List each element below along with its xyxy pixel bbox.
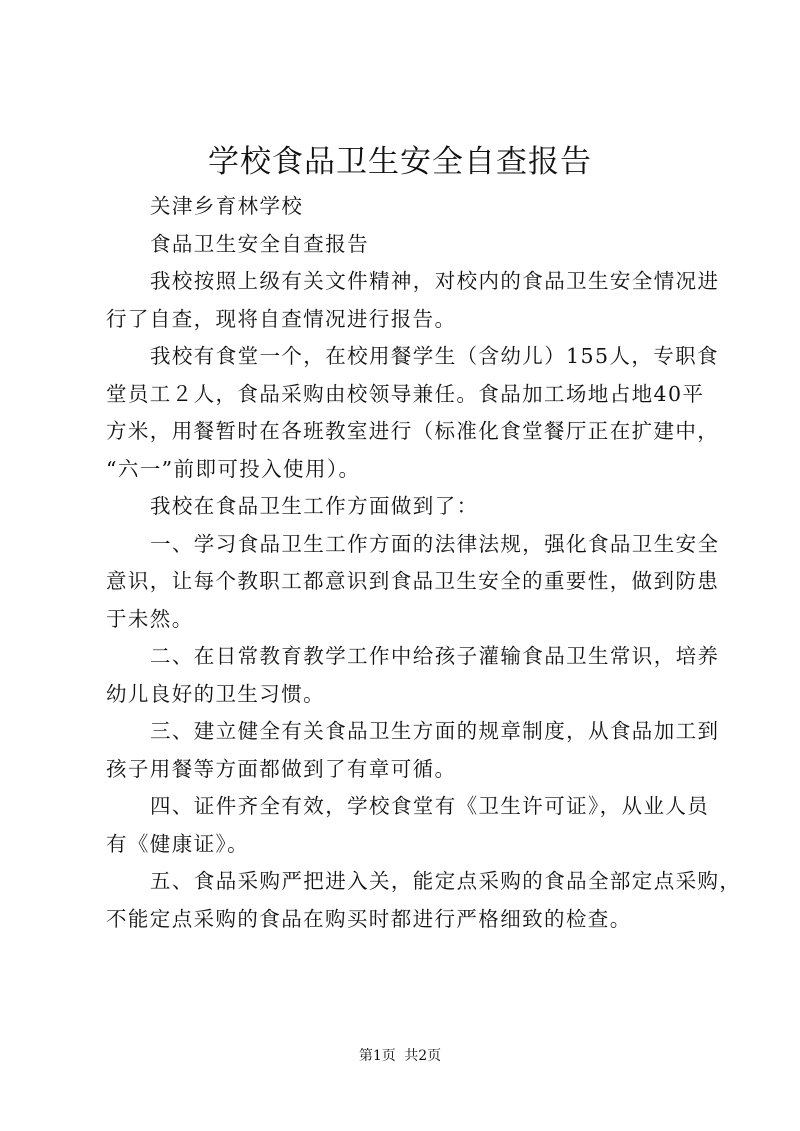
document-body [106, 188, 742, 938]
page-total: 共2页 [404, 1048, 442, 1064]
text-line: 孩子用餐等方面都做到了有章可循。 [106, 756, 457, 781]
text-line: 我校有食堂一个，在校用餐学生（含幼儿）155人，专职食 [150, 344, 719, 368]
text-line: 行了自查，现将自查情况进行报告。 [106, 306, 457, 331]
text-line: 堂员工２人，食品采购由校领导兼任。食品加工场地占地40平 [106, 381, 705, 406]
text-line: 不能定点采购的食品在购买时都进行严格细致的检查。 [106, 906, 632, 931]
text-line: 二、在日常教育教学工作中给孩子灌输食品卫生常识，培养 [150, 644, 720, 668]
text-line: 我校按照上级有关文件精神，对校内的食品卫生安全情况进 [150, 269, 720, 293]
text-line: 于未然。 [106, 606, 194, 631]
text-line: 关津乡育林学校 [150, 194, 304, 218]
text-line: “六一”前即可投入使用）。 [106, 456, 361, 481]
text-line: 四、证件齐全有效，学校食堂有《卫生许可证》，从业人员 [150, 794, 710, 818]
text-line: 有《健康证》。 [106, 831, 250, 856]
text-line: 幼儿良好的卫生习惯。 [106, 681, 325, 706]
text-line: 意识，让每个教职工都意识到食品卫生安全的重要性，做到防患 [106, 569, 720, 593]
text-line: 三、建立健全有关食品卫生方面的规章制度，从食品加工到 [150, 719, 720, 743]
text-line: 食品卫生安全自查报告 [150, 231, 369, 256]
page-footer [0, 1046, 800, 1066]
text-line: 五、食品采购严把进入关，能定点采购的食品全部定点采购， [150, 869, 742, 893]
text-line: 一、学习食品卫生工作方面的法律法规，强化食品卫生安全 [150, 531, 720, 556]
text-line: 方米，用餐暂时在各班教室进行（标准化食堂餐厅正在扩建中， [106, 419, 720, 443]
page-number: 第1页 [358, 1048, 396, 1064]
document-title: 学校食品卫生安全自查报告 [208, 144, 592, 180]
text-line: 我校在食品卫生工作方面做到了： [150, 494, 479, 518]
